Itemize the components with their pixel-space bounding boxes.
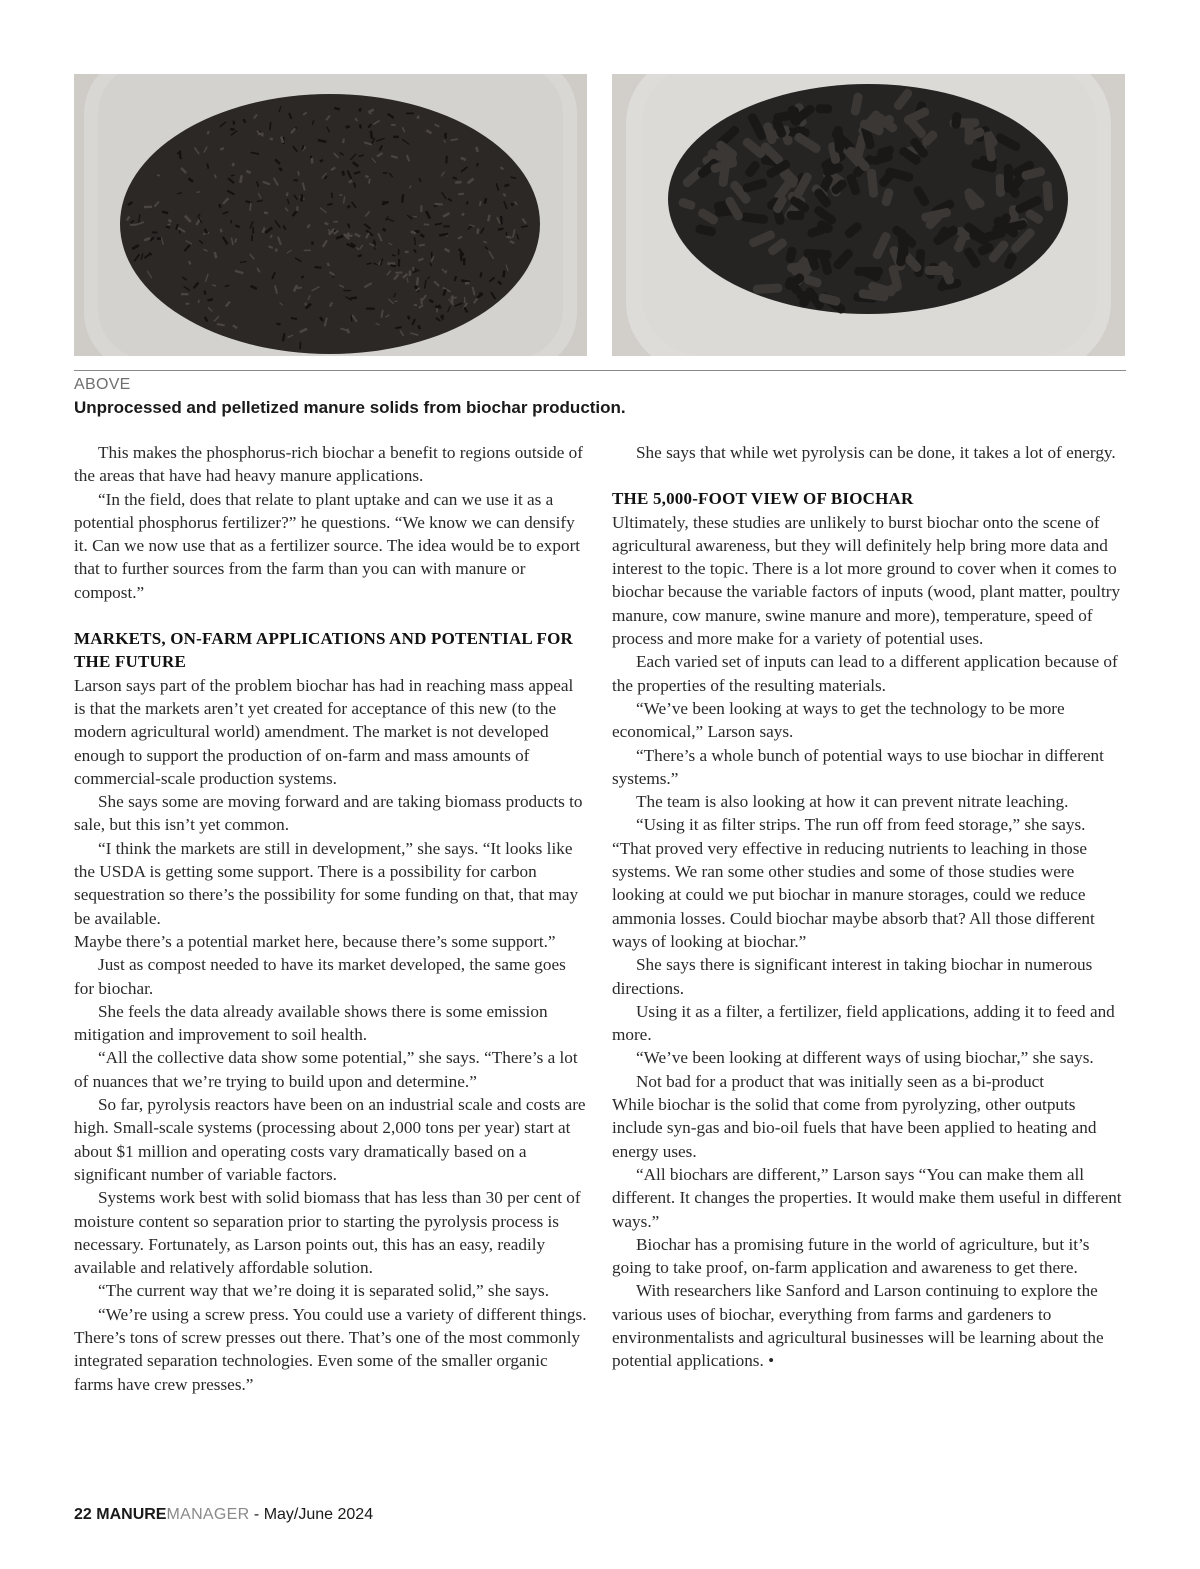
caption-divider — [74, 370, 1126, 371]
article-paragraph: With researchers like Sanford and Larson continuing to explore the various uses of biochar, everything from farms and gardeners to environmentalists and agricultural businesses will be learning about the potential applications. • — [612, 1281, 1104, 1371]
article-paragraph: Each varied set of inputs can lead to a different application because of the properties of the resulting materials. — [612, 652, 1118, 695]
article-paragraph: “Using it as filter strips. The run off from feed storage,” she says. “That proved very effective in reducing nutrients to leaching in those systems. We ran some other studies and some of those studies were looking at could we put biochar in manure storages, could we reduce ammonia losses. Could biochar maybe absorb that? All those different ways of looking at biochar.” — [612, 815, 1095, 951]
article-paragraph: “We’ve been looking at different ways of using biochar,” she says. — [636, 1048, 1094, 1068]
article-paragraph: Using it as a filter, a fertilizer, field applications, adding it to feed and more. — [612, 1001, 1115, 1045]
article-paragraph: “The current way that we’re doing it is separated solid,” she says. — [98, 1281, 550, 1301]
article-paragraph: She feels the data already available shows there is some emission mitigation and improvement to soil health. — [74, 1001, 548, 1045]
bowl-image-unprocessed — [74, 74, 587, 356]
article-paragraph: “In the field, does that relate to plant uptake and can we use it as a potential phosphorus fertilizer?” he questions. “We know we can densify it. Can we now use that as a fertilizer source. The idea would be to export that to further sources from the farm than you can with manure or compost.” — [74, 489, 581, 602]
photo-unprocessed-manure-solids — [74, 74, 587, 356]
article-paragraph: Systems work best with solid biomass that has less than 30 per cent of moisture content so separation prior to starting the pyrolysis process is necessary. Fortunately, as Larson points out, this has an easy, readily available and relatively affordable solution. — [74, 1188, 581, 1278]
article-paragraph: Ultimately, these studies are unlikely to burst biochar onto the scene of agricultural awareness, but they will definitely help bring more data and interest to the topic. There is a lot more ground to cover when it comes to biochar because the variable factors of inputs (wood, plant matter, poultry manure, cow manure, swine manure and more), temperature, speed of process and more make for a variety of potential uses. — [612, 512, 1121, 649]
article-paragraph: Larson says part of the problem biochar has had in reaching mass appeal is that the markets aren’t yet created for acceptance of this new (to the modern agricultural world) amendment. The market is not developed enough to support the production of on-farm and mass amounts of commercial-scale production systems. — [74, 675, 574, 788]
article-paragraph: She says some are moving forward and are taking biomass products to sale, but this isn’t yet common. — [74, 792, 583, 835]
page-number: 22 — [74, 1506, 92, 1523]
article-paragraph: “All the collective data show some potential,” she says. “There’s a lot of nuances that we’re trying to build upon and determine.” — [74, 1048, 578, 1091]
bowl-image-pelletized — [612, 74, 1125, 356]
article-paragraph: Not bad for a product that was initially seen as a bi-product — [636, 1071, 1045, 1091]
section-gap — [612, 464, 1128, 487]
magazine-name-bold: MANURE — [96, 1506, 167, 1523]
section-heading: MARKETS, ON-FARM APPLICATIONS AND POTENTIAL FOR THE FUTURE — [74, 629, 573, 672]
caption-label: ABOVE — [74, 376, 131, 393]
article-paragraph: “All biochars are different,” Larson says “You can make them all different. It changes the properties. It would make them useful in different ways.” — [612, 1164, 1122, 1231]
article-paragraph: Biochar has a promising future in the world of agriculture, but it’s going to take proof, on-farm application and awareness to get there. — [612, 1234, 1090, 1278]
photo-caption: Unprocessed and pelletized manure solids from biochar production. — [74, 398, 626, 417]
issue-date: - May/June 2024 — [253, 1506, 374, 1523]
article-paragraph: She says that while wet pyrolysis can be done, it takes a lot of energy. — [636, 443, 1116, 462]
photo-pelletized-manure-solids — [612, 74, 1125, 356]
article-paragraph: Maybe there’s a potential market here, because there’s some support.” — [74, 931, 556, 951]
article-paragraph: While biochar is the solid that come from pyrolyzing, other outputs include syn-gas and bio-oil fuels that have been applied to heating and energy uses. — [612, 1095, 1097, 1161]
article-column-right — [612, 441, 1128, 1373]
article-paragraph: “We’re using a screw press. You could use a variety of different things. There’s tons of screw presses out there. That’s one of the most commonly integrated separation technologies. Even some of the smaller organic farms have crew presses.” — [74, 1304, 587, 1394]
section-gap — [74, 604, 588, 627]
article-paragraph: This makes the phosphorus-rich biochar a benefit to regions outside of the areas that have had heavy manure applications. — [74, 443, 583, 486]
article-paragraph: She says there is significant interest in taking biochar in numerous directions. — [612, 955, 1093, 998]
page-footer — [74, 1506, 373, 1524]
magazine-name-light: MANAGER — [166, 1506, 250, 1523]
article-column-left — [74, 441, 588, 1396]
article-paragraph: “We’ve been looking at ways to get the technology to be more economical,” Larson says. — [612, 698, 1065, 742]
section-heading: THE 5,000-FOOT VIEW OF BIOCHAR — [612, 489, 914, 509]
article-paragraph: The team is also looking at how it can prevent nitrate leaching. — [636, 792, 1069, 812]
article-paragraph: So far, pyrolysis reactors have been on an industrial scale and costs are high. Small-scale systems (processing about 2,000 tons per year) start at about $1 million and operating costs vary dramatically based on a significant number of variable factors. — [74, 1095, 586, 1184]
article-paragraph: “I think the markets are still in development,” she says. “It looks like the USDA is getting some support. There is a possibility for carbon sequestration so there’s the possibility for some funding on that, that may be available. — [74, 838, 579, 928]
article-paragraph: Just as compost needed to have its market developed, the same goes for biochar. — [74, 955, 566, 998]
article-paragraph: “There’s a whole bunch of potential ways to use biochar in different systems.” — [612, 745, 1104, 788]
